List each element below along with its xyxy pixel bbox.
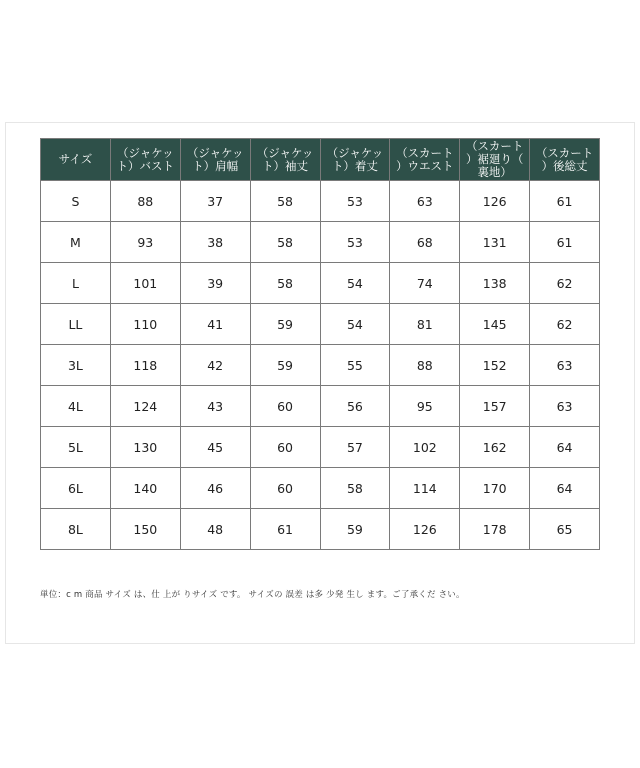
table-row: [41, 222, 600, 263]
table-cell: 130: [110, 427, 180, 468]
table-cell: 3L: [41, 345, 111, 386]
table-cell: 56: [320, 386, 390, 427]
table-row: [41, 345, 600, 386]
table-cell: 88: [390, 345, 460, 386]
table-cell: S: [41, 181, 111, 222]
table-cell: 162: [460, 427, 530, 468]
table-row: [41, 263, 600, 304]
table-cell: 60: [250, 386, 320, 427]
table-cell: M: [41, 222, 111, 263]
header-jacket-sleeve: （ジャケッ ト）袖丈: [250, 139, 320, 181]
table-cell: 126: [460, 181, 530, 222]
table-cell: 37: [180, 181, 250, 222]
table-cell: 65: [530, 509, 600, 550]
table-cell: 110: [110, 304, 180, 345]
table-cell: 63: [390, 181, 460, 222]
table-cell: 58: [250, 222, 320, 263]
table-cell: 88: [110, 181, 180, 222]
size-table-body: [41, 181, 600, 550]
table-cell: 64: [530, 468, 600, 509]
header-row: [41, 139, 600, 181]
table-cell: 59: [320, 509, 390, 550]
table-cell: 150: [110, 509, 180, 550]
table-cell: 57: [320, 427, 390, 468]
table-cell: 58: [320, 468, 390, 509]
table-cell: 60: [250, 468, 320, 509]
table-cell: 63: [530, 386, 600, 427]
table-cell: 58: [250, 263, 320, 304]
header-jacket-length: （ジャケッ ト）着丈: [320, 139, 390, 181]
table-row: [41, 509, 600, 550]
header-skirt-back-length: （スカート ）後総丈: [530, 139, 600, 181]
table-cell: 101: [110, 263, 180, 304]
table-row: [41, 304, 600, 345]
table-cell: 53: [320, 222, 390, 263]
table-cell: 102: [390, 427, 460, 468]
table-cell: 152: [460, 345, 530, 386]
table-cell: 170: [460, 468, 530, 509]
table-cell: 60: [250, 427, 320, 468]
table-cell: 138: [460, 263, 530, 304]
header-jacket-shoulder: （ジャケッ ト）肩幅: [180, 139, 250, 181]
table-cell: 93: [110, 222, 180, 263]
table-cell: 5L: [41, 427, 111, 468]
table-cell: 59: [250, 304, 320, 345]
table-cell: 48: [180, 509, 250, 550]
table-cell: L: [41, 263, 111, 304]
table-row: [41, 386, 600, 427]
table-cell: 140: [110, 468, 180, 509]
table-cell: 54: [320, 263, 390, 304]
table-cell: LL: [41, 304, 111, 345]
table-cell: 61: [250, 509, 320, 550]
table-cell: 53: [320, 181, 390, 222]
table-cell: 118: [110, 345, 180, 386]
table-cell: 39: [180, 263, 250, 304]
table-cell: 46: [180, 468, 250, 509]
table-cell: 81: [390, 304, 460, 345]
table-cell: 8L: [41, 509, 111, 550]
size-table: [40, 138, 600, 550]
table-cell: 145: [460, 304, 530, 345]
table-cell: 126: [390, 509, 460, 550]
table-row: [41, 468, 600, 509]
table-cell: 42: [180, 345, 250, 386]
table-row: [41, 181, 600, 222]
table-row: [41, 427, 600, 468]
table-cell: 45: [180, 427, 250, 468]
header-size: サイズ: [41, 139, 111, 181]
table-cell: 6L: [41, 468, 111, 509]
header-skirt-waist: （スカート ）ウエスト: [390, 139, 460, 181]
table-cell: 58: [250, 181, 320, 222]
header-skirt-hem-lining: （スカート ）裾廻り（ 裏地）: [460, 139, 530, 181]
table-cell: 55: [320, 345, 390, 386]
table-cell: 59: [250, 345, 320, 386]
size-note: 単位：c m 商品 サイズ は、仕 上が りサイズ です。 サイズの 誤差 は多 少発 生し ます。ご了承くだ さい。: [40, 590, 465, 600]
table-cell: 38: [180, 222, 250, 263]
size-table-header: [41, 139, 600, 181]
table-cell: 62: [530, 304, 600, 345]
table-cell: 63: [530, 345, 600, 386]
table-cell: 114: [390, 468, 460, 509]
table-cell: 41: [180, 304, 250, 345]
table-cell: 157: [460, 386, 530, 427]
table-cell: 43: [180, 386, 250, 427]
table-cell: 74: [390, 263, 460, 304]
table-cell: 4L: [41, 386, 111, 427]
table-cell: 61: [530, 222, 600, 263]
table-cell: 95: [390, 386, 460, 427]
header-jacket-bust: （ジャケッ ト）バスト: [110, 139, 180, 181]
table-cell: 64: [530, 427, 600, 468]
table-cell: 54: [320, 304, 390, 345]
table-cell: 178: [460, 509, 530, 550]
table-cell: 124: [110, 386, 180, 427]
table-cell: 131: [460, 222, 530, 263]
table-cell: 62: [530, 263, 600, 304]
table-cell: 61: [530, 181, 600, 222]
table-cell: 68: [390, 222, 460, 263]
